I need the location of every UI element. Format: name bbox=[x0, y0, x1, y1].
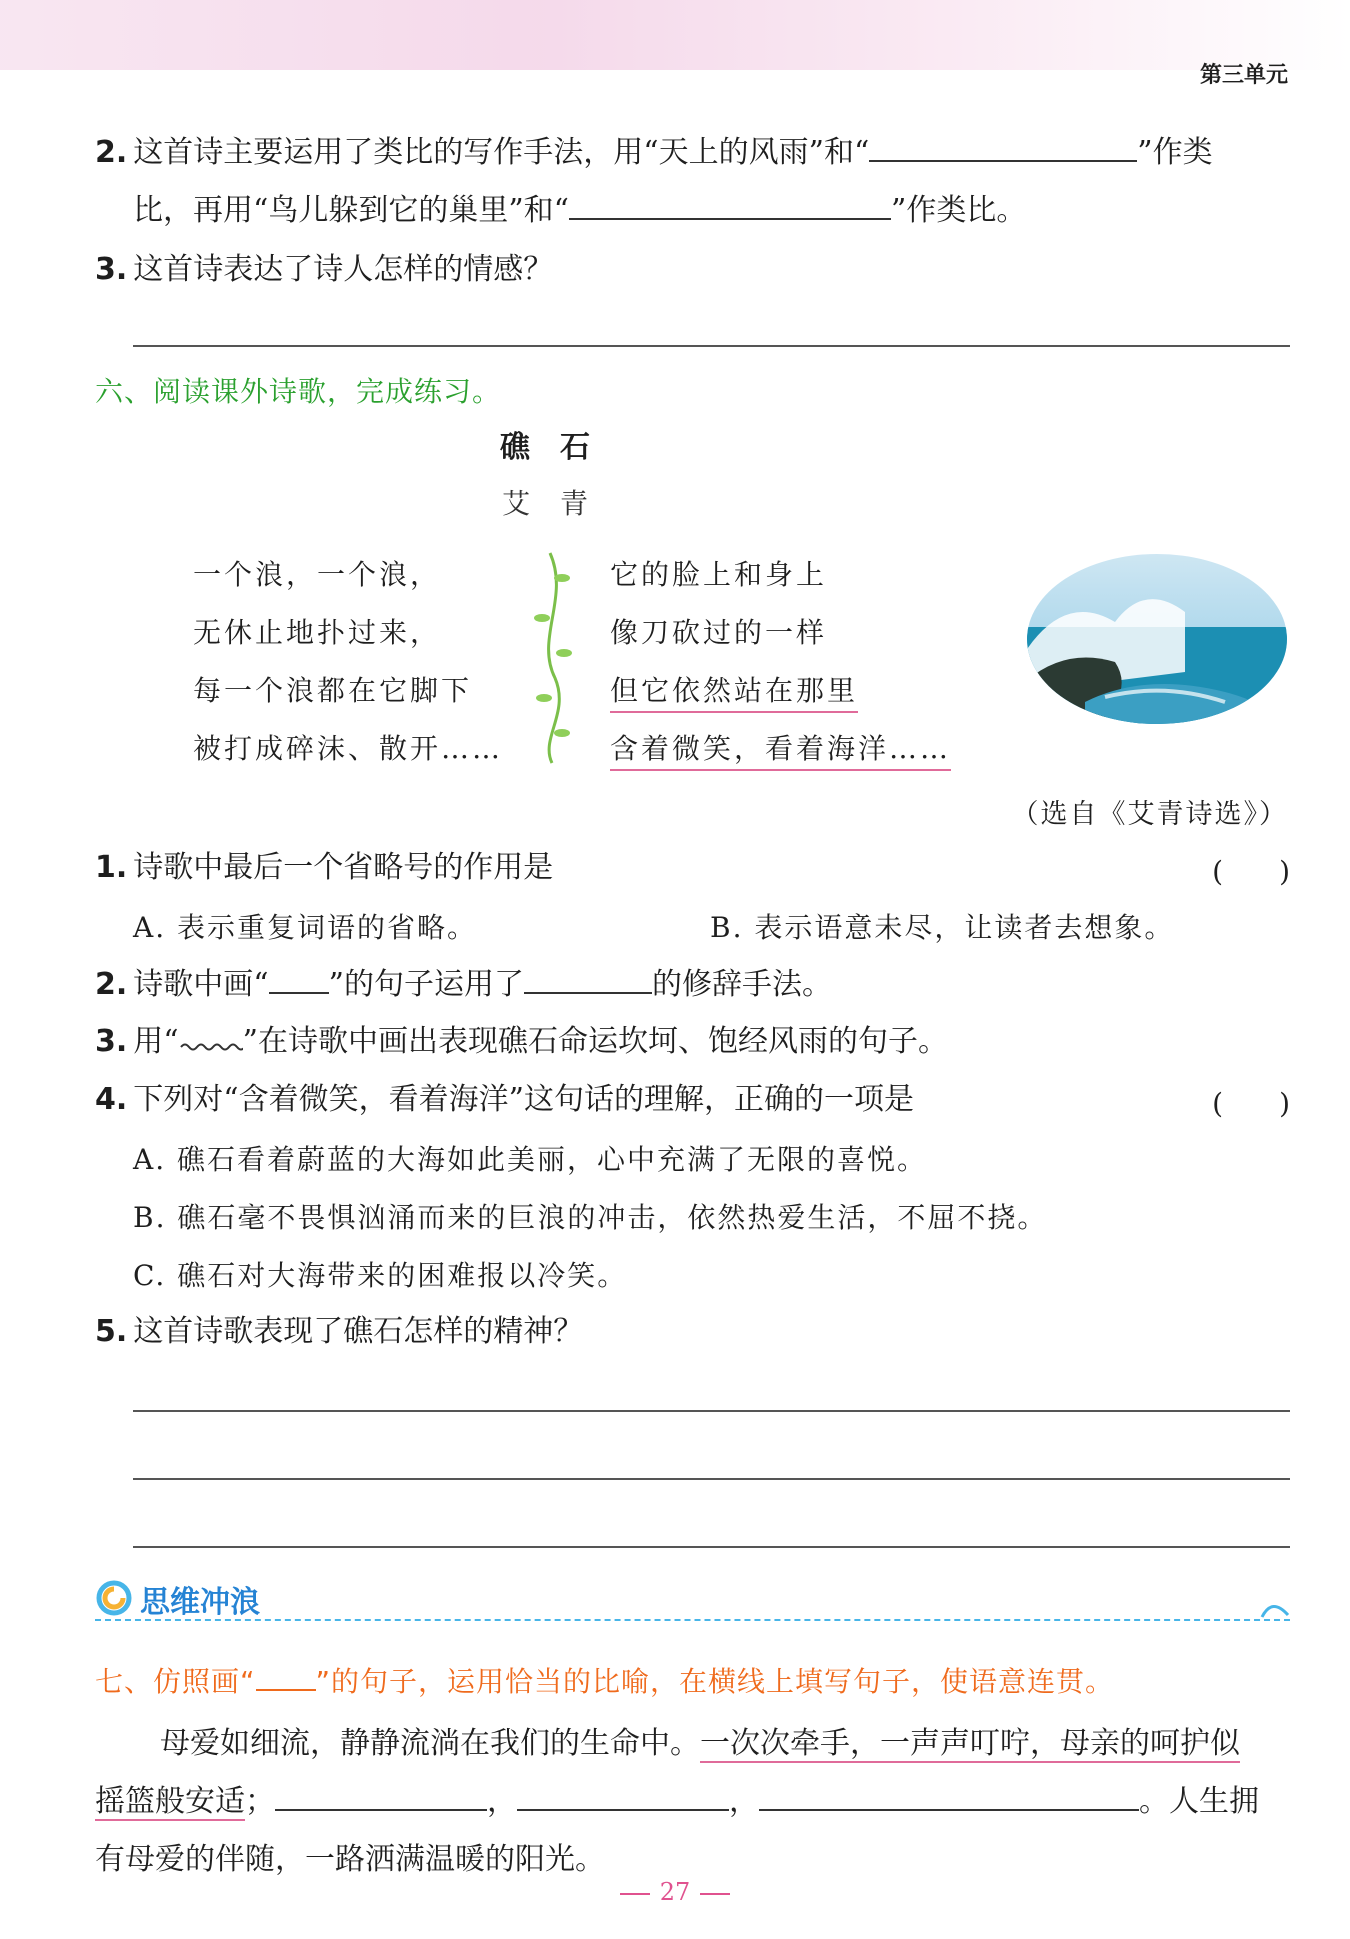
sea-rock-illustration bbox=[1025, 552, 1290, 727]
swirl-icon bbox=[95, 1579, 133, 1617]
answer-blank[interactable] bbox=[569, 190, 891, 220]
question-4: 4. 下列对“含着微笑，看着海洋”这句话的理解，正确的一项是 bbox=[95, 1082, 914, 1117]
poem-line: 被打成碎沫、散开…… bbox=[193, 732, 504, 765]
poem-title: 礁石 bbox=[500, 430, 620, 465]
underline-symbol bbox=[269, 966, 329, 994]
answer-paren[interactable]: ( ) bbox=[1212, 1087, 1290, 1120]
paragraph-line-1: 母爱如细流，静静流淌在我们的生命中。一次次牵手，一声声叮咛，母亲的呵护似 bbox=[160, 1726, 1240, 1761]
question-5: 5. 这首诗歌表现了礁石怎样的精神？ bbox=[95, 1314, 584, 1349]
option-b[interactable]: B. 礁石毫不畏惧汹涌而来的巨浪的冲击，依然热爱生活，不屈不挠。 bbox=[133, 1201, 1048, 1234]
answer-line[interactable] bbox=[133, 1410, 1290, 1412]
underline-symbol bbox=[256, 1663, 316, 1691]
question-3: 3. 用“ ”在诗歌中画出表现礁石命运坎坷、饱经风雨的句子。 bbox=[95, 1024, 948, 1059]
poem-line: 每一个浪都在它脚下 bbox=[193, 674, 473, 707]
answer-blank[interactable] bbox=[524, 964, 652, 994]
answer-blank[interactable] bbox=[275, 1781, 487, 1811]
prev-question-2: 2. 这首诗主要运用了类比的写作手法，用“天上的风雨”和“ ”作类 bbox=[95, 132, 1213, 173]
section-7-title: 七、仿照画“ ”的句子，运用恰当的比喻，在横线上填写句子，使语意连贯。 bbox=[95, 1665, 1115, 1698]
option-b[interactable]: B. 表示语意未尽，让读者去想象。 bbox=[710, 911, 1175, 944]
header-band bbox=[0, 0, 1350, 70]
poem-line: 含着微笑，看着海洋…… bbox=[610, 727, 951, 771]
question-2: 2. 诗歌中画“ ”的句子运用了 的修辞手法。 bbox=[95, 964, 832, 1005]
answer-paren[interactable]: ( ) bbox=[1212, 855, 1290, 888]
poem-line: 它的脸上和身上 bbox=[610, 558, 828, 591]
page-number: 27 bbox=[0, 1878, 1350, 1906]
poem-line: 像刀砍过的一样 bbox=[610, 616, 828, 649]
option-a[interactable]: A. 表示重复词语的省略。 bbox=[133, 911, 478, 944]
option-a[interactable]: A. 礁石看着蔚蓝的大海如此美丽，心中充满了无限的喜悦。 bbox=[133, 1143, 928, 1176]
answer-line[interactable] bbox=[133, 345, 1290, 347]
answer-blank[interactable] bbox=[759, 1781, 1139, 1811]
answer-line[interactable] bbox=[133, 1546, 1290, 1548]
thinking-surf-banner: 思维冲浪 bbox=[95, 1575, 1290, 1621]
prev-question-3: 3. 这首诗表达了诗人怎样的情感？ bbox=[95, 252, 554, 287]
question-number: 2. bbox=[95, 135, 128, 170]
section-6-title: 六、阅读课外诗歌，完成练习。 bbox=[95, 375, 502, 408]
poem-source: （选自《艾青诗选》） bbox=[1011, 799, 1288, 830]
wavy-line-symbol bbox=[179, 1025, 243, 1051]
poem-line: 无休止地扑过来， bbox=[193, 616, 442, 649]
unit-label: 第三单元 bbox=[1199, 63, 1288, 88]
poem-author: 艾青 bbox=[502, 487, 619, 520]
answer-blank[interactable] bbox=[869, 132, 1137, 162]
poem-line: 一个浪，一个浪， bbox=[193, 558, 442, 591]
prev-question-2-line2: 比，再用“鸟儿躲到它的巢里”和“ ”作类比。 bbox=[133, 190, 1026, 231]
paragraph-line-2: 摇篮般安适； ， ， 。人生拥 bbox=[95, 1776, 1259, 1820]
option-c[interactable]: C. 礁石对大海带来的困难报以冷笑。 bbox=[133, 1259, 628, 1292]
wave-icon bbox=[1260, 1595, 1290, 1619]
poem-line: 但它依然站在那里 bbox=[610, 669, 858, 713]
answer-blank[interactable] bbox=[517, 1781, 729, 1811]
paragraph-line-3: 有母爱的伴随，一路洒满温暖的阳光。 bbox=[95, 1842, 605, 1877]
answer-line[interactable] bbox=[133, 1478, 1290, 1480]
question-1: 1. 诗歌中最后一个省略号的作用是 bbox=[95, 850, 554, 885]
vine-decoration-icon bbox=[530, 548, 580, 768]
